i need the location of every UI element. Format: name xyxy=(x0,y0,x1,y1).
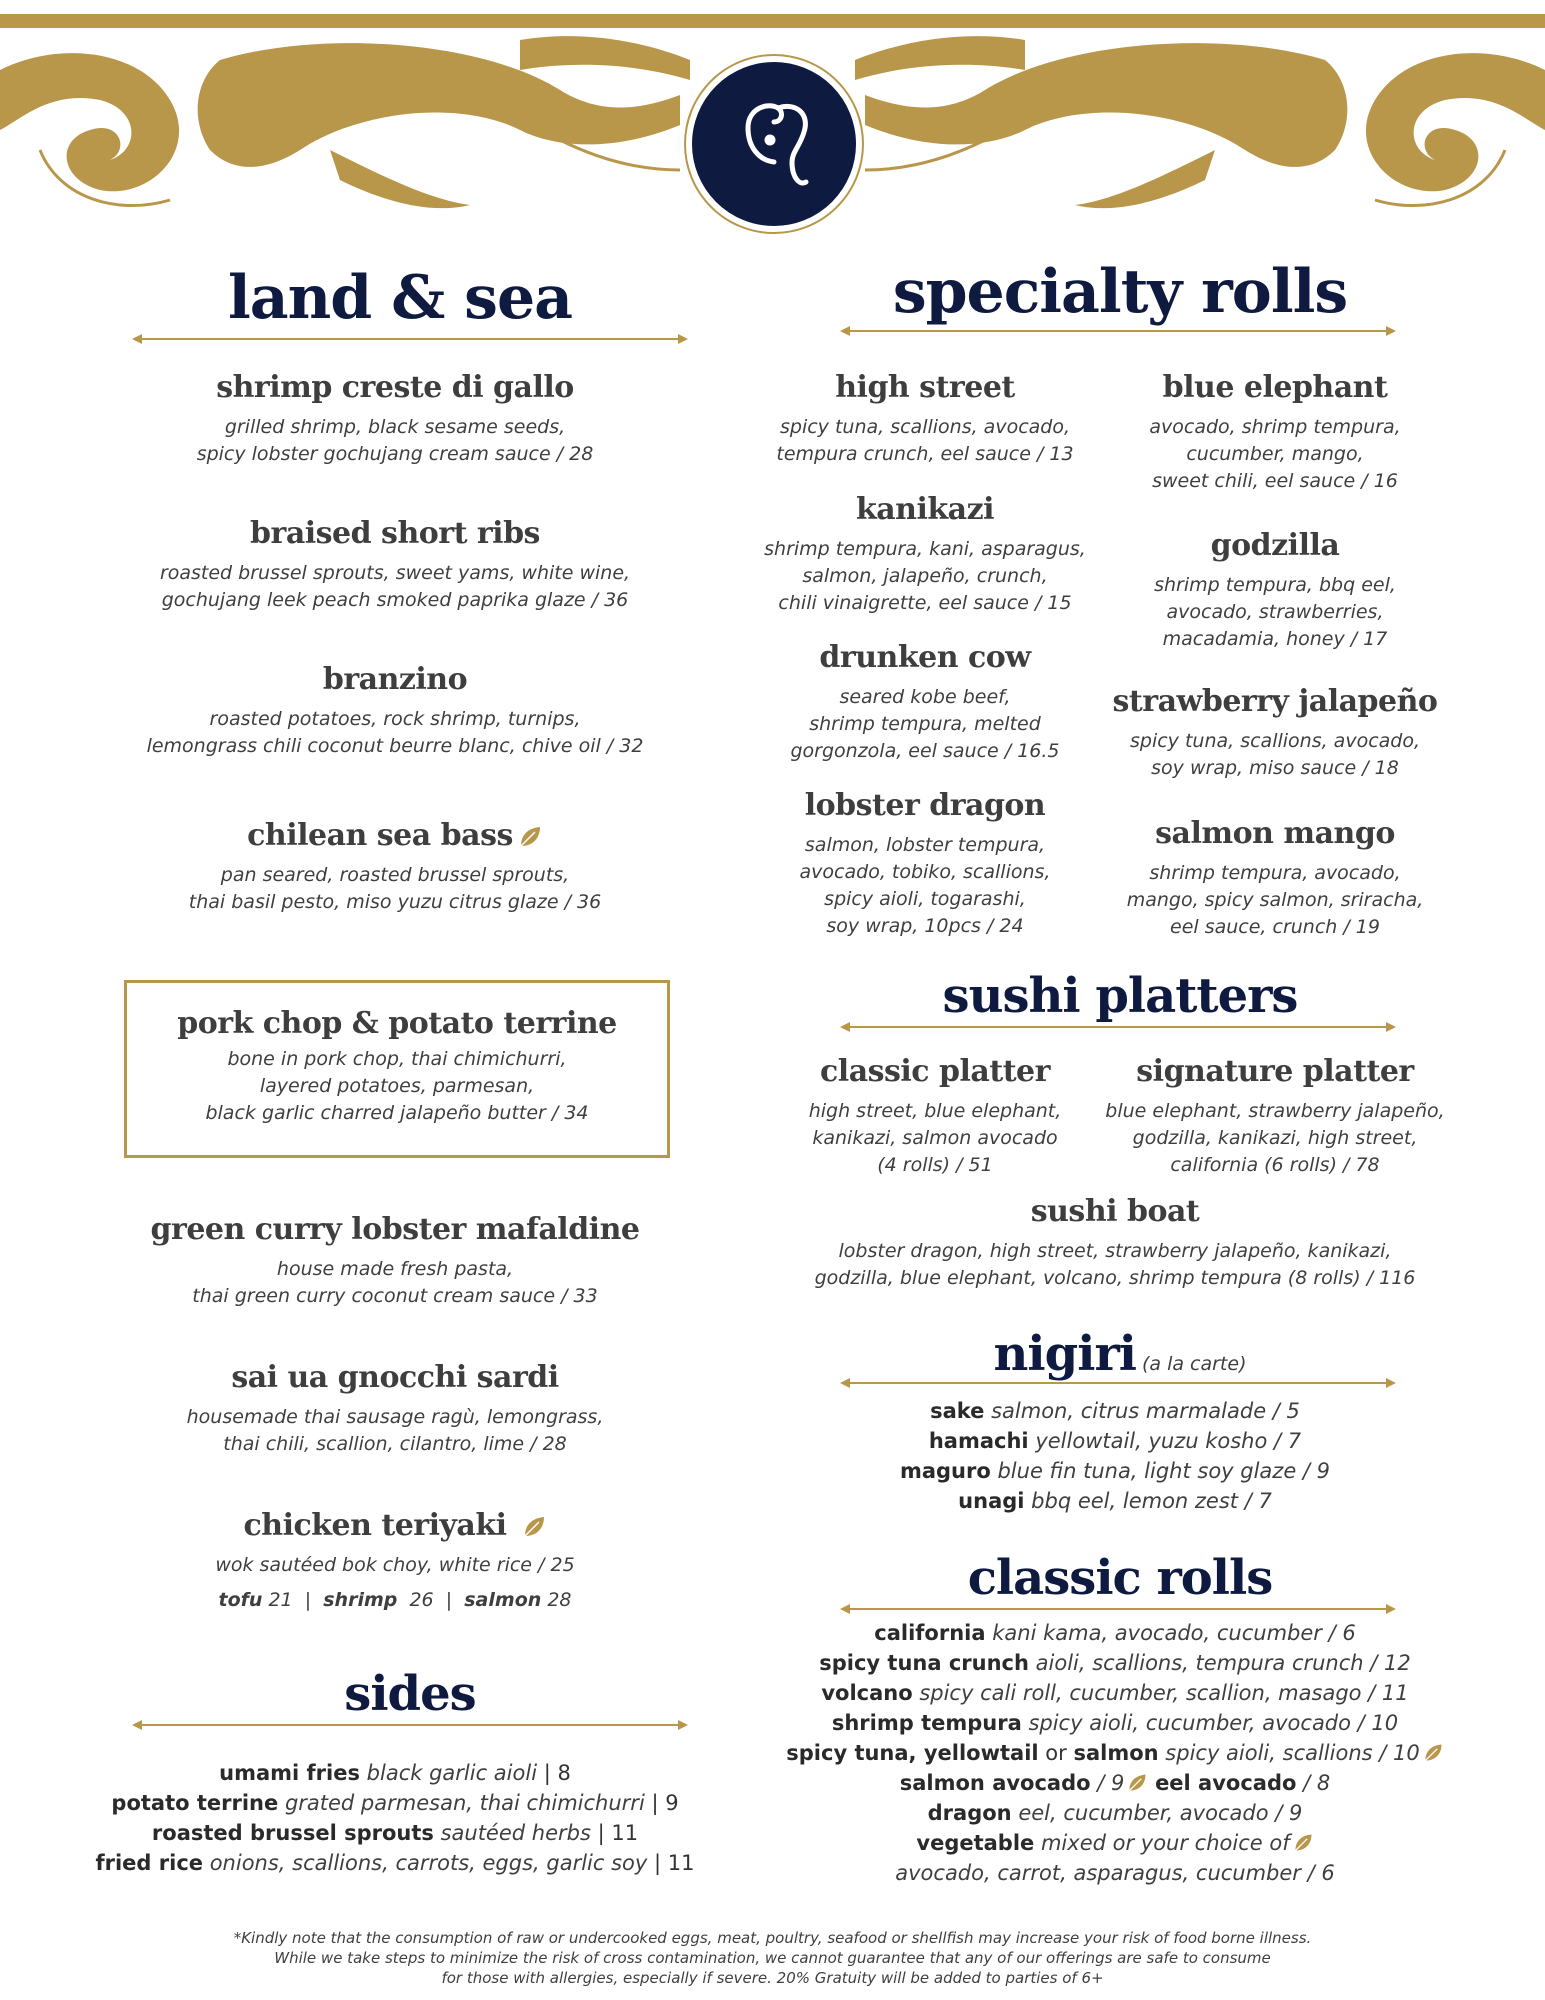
roll-name: spicy tuna crunch xyxy=(819,1651,1029,1675)
roll-blue-elephant xyxy=(1105,370,1445,495)
leaf-icon xyxy=(1422,1742,1444,1764)
option-separator: | xyxy=(304,1589,312,1611)
side-name: umami fries xyxy=(219,1761,360,1785)
roll-desc-2: shrimp tempura, melted xyxy=(809,713,1041,735)
roll-name: strawberry jalapeño xyxy=(1112,684,1438,719)
roll-name: godzilla xyxy=(1210,528,1340,563)
roll-desc: aioli, scallions, tempura crunch / 12 xyxy=(1035,1651,1411,1675)
elephant-head-icon xyxy=(692,62,856,226)
platter-desc-2: kanikazi, salmon avocado xyxy=(812,1127,1058,1149)
roll-desc-1: shrimp tempura, avocado, xyxy=(1149,862,1401,884)
roll-desc: spicy aioli, scallions / 10 xyxy=(1165,1741,1420,1765)
side-price: | 8 xyxy=(543,1761,571,1785)
roll-or: or xyxy=(1045,1741,1067,1765)
roll-desc-2: avocado, tobiko, scallions, xyxy=(799,861,1051,883)
roll-desc-2: soy wrap, miso sauce / 18 xyxy=(1151,757,1399,779)
platter-name: classic platter xyxy=(820,1054,1050,1089)
dish-desc-2: thai green curry coconut cream sauce / 33 xyxy=(192,1285,598,1307)
roll-desc: kani kama, avocado, cucumber / 6 xyxy=(992,1621,1356,1645)
platter-classic xyxy=(770,1054,1100,1179)
leaf-icon xyxy=(521,1514,547,1540)
roll-desc-1: spicy tuna, scallions, avocado, xyxy=(779,416,1071,438)
platter-desc-2: godzilla, blue elephant, volcano, shrimp tempura (8 rolls) / 116 xyxy=(814,1267,1416,1289)
option-salmon: salmon xyxy=(464,1589,542,1611)
dish-name: shrimp creste di gallo xyxy=(216,370,574,405)
nigiri-name: hamachi xyxy=(928,1429,1029,1453)
dish-desc-1: bone in pork chop, thai chimichurri, xyxy=(227,1048,567,1070)
dish-name: green curry lobster mafaldine xyxy=(150,1212,640,1247)
roll-name: spicy tuna, yellowtail xyxy=(786,1741,1039,1765)
classic-rolls-title: classic rolls xyxy=(967,1550,1273,1606)
roll-lobster-dragon xyxy=(755,788,1095,940)
nigiri-desc: blue fin tuna, light soy glaze / 9 xyxy=(997,1459,1331,1483)
roll-name: blue elephant xyxy=(1162,370,1388,405)
roll-name: salmon mango xyxy=(1155,816,1395,851)
option-tofu-price: 21 xyxy=(268,1589,293,1611)
roll-desc: spicy cali roll, cucumber, scallion, masago / 11 xyxy=(919,1681,1409,1705)
dish-desc-2: layered potatoes, parmesan, xyxy=(259,1075,535,1097)
roll-name: dragon xyxy=(927,1801,1012,1825)
nigiri-name: sake xyxy=(930,1399,985,1423)
side-desc: sautéed herbs xyxy=(440,1821,591,1845)
roll-name: shrimp tempura xyxy=(831,1711,1022,1735)
roll-price: / 8 xyxy=(1303,1771,1331,1795)
roll-desc-1: avocado, shrimp tempura, xyxy=(1149,416,1401,438)
roll-desc: eel, cucumber, avocado / 9 xyxy=(1018,1801,1303,1825)
roll-desc-3: chili vinaigrette, eel sauce / 15 xyxy=(778,592,1072,614)
dish-braised-short-ribs xyxy=(100,516,690,614)
nigiri-desc: bbq eel, lemon zest / 7 xyxy=(1031,1489,1272,1513)
dish-desc-1: roasted brussel sprouts, sweet yams, white wine, xyxy=(159,562,631,584)
dish-desc-1: housemade thai sausage ragù, lemongrass, xyxy=(186,1406,604,1428)
nigiri-desc: salmon, citrus marmalade / 5 xyxy=(991,1399,1300,1423)
dish-desc-2: spicy lobster gochujang cream sauce / 28 xyxy=(196,443,594,465)
option-shrimp-price: 26 xyxy=(409,1589,434,1611)
disclaimer-line-1: *Kindly note that the consumption of raw or undercooked eggs, meat, poultry, seafood or shellfish may increase your risk of food borne illness. xyxy=(233,1929,1312,1947)
roll-name: drunken cow xyxy=(819,640,1031,675)
dish-chicken-teriyaki xyxy=(100,1508,690,1614)
dish-desc-2: gochujang leek peach smoked paprika glaze / 36 xyxy=(161,589,629,611)
land-sea-divider xyxy=(130,332,690,346)
roll-strawberry-jalapeno xyxy=(1105,684,1445,782)
roll-desc: spicy aioli, cucumber, avocado / 10 xyxy=(1028,1711,1399,1735)
roll-name: lobster dragon xyxy=(804,788,1046,823)
side-price: | 9 xyxy=(651,1791,679,1815)
dish-name: branzino xyxy=(322,662,468,697)
roll-name: salmon avocado xyxy=(899,1771,1091,1795)
land-sea-title: land & sea xyxy=(227,263,573,333)
dish-desc-2: thai basil pesto, miso yuzu citrus glaze / 36 xyxy=(188,891,602,913)
classic-rolls-list xyxy=(760,1618,1470,1888)
nigiri-name: unagi xyxy=(958,1489,1025,1513)
dish-desc-1: pan seared, roasted brussel sprouts, xyxy=(220,864,570,886)
leaf-icon xyxy=(517,824,543,850)
roll-desc-2: avocado, strawberries, xyxy=(1166,601,1384,623)
side-desc: onions, scallions, carrots, eggs, garlic soy xyxy=(209,1851,648,1875)
nigiri-desc: yellowtail, yuzu kosho / 7 xyxy=(1035,1429,1302,1453)
option-salmon-price: 28 xyxy=(547,1589,572,1611)
roll-desc-2: avocado, carrot, asparagus, cucumber / 6 xyxy=(895,1861,1335,1885)
dish-pork-chop xyxy=(124,1006,670,1127)
roll-desc-4: soy wrap, 10pcs / 24 xyxy=(826,915,1024,937)
roll-salmon-mango xyxy=(1105,816,1445,941)
option-separator: | xyxy=(445,1589,453,1611)
specialty-divider xyxy=(838,324,1398,338)
option-tofu: tofu xyxy=(218,1589,263,1611)
roll-name: volcano xyxy=(821,1681,913,1705)
dish-desc-1: grilled shrimp, black sesame seeds, xyxy=(224,416,566,438)
dish-chilean-sea-bass xyxy=(100,818,690,916)
roll-desc-2: cucumber, mango, xyxy=(1186,443,1364,465)
platter-signature xyxy=(1090,1054,1460,1179)
roll-desc-1: seared kobe beef, xyxy=(839,686,1011,708)
allergy-disclaimer xyxy=(0,1928,1545,1988)
roll-high-street xyxy=(755,370,1095,468)
disclaimer-line-3: for those with allergies, especially if severe. 20% Gratuity will be added to parties of 6+ xyxy=(441,1969,1104,1987)
sides-list xyxy=(90,1758,700,1878)
nigiri-subtitle: (a la carte) xyxy=(1141,1353,1247,1375)
platter-desc-2: godzilla, kanikazi, high street, xyxy=(1132,1127,1418,1149)
platter-name: sushi boat xyxy=(1030,1194,1200,1229)
protein-options xyxy=(100,1587,690,1614)
side-desc: grated parmesan, thai chimichurri xyxy=(284,1791,645,1815)
nigiri-divider xyxy=(838,1376,1398,1390)
side-name: potato terrine xyxy=(111,1791,279,1815)
roll-name: high street xyxy=(835,370,1015,405)
dish-green-curry-lobster xyxy=(100,1212,690,1310)
dish-name: sai ua gnocchi sardi xyxy=(231,1360,559,1395)
leaf-icon xyxy=(1126,1772,1148,1794)
side-price: | 11 xyxy=(597,1821,639,1845)
roll-name: california xyxy=(874,1621,986,1645)
roll-drunken-cow xyxy=(755,640,1095,765)
dish-name: chicken teriyaki xyxy=(243,1508,507,1543)
dish-name: braised short ribs xyxy=(250,516,540,551)
roll-desc-3: spicy aioli, togarashi, xyxy=(824,888,1026,910)
platter-desc-3: (4 rolls) / 51 xyxy=(877,1154,993,1176)
side-name: roasted brussel sprouts xyxy=(151,1821,434,1845)
dish-desc-1: wok sautéed bok choy, white rice / 25 xyxy=(215,1554,575,1576)
dish-desc-2: thai chili, scallion, cilantro, lime / 28 xyxy=(223,1433,567,1455)
sushi-platters-title: sushi platters xyxy=(942,968,1298,1024)
dish-desc-3: black garlic charred jalapeño butter / 34 xyxy=(205,1102,589,1124)
sides-divider xyxy=(130,1718,690,1732)
roll-price: / 9 xyxy=(1097,1771,1125,1795)
option-shrimp: shrimp xyxy=(323,1589,398,1611)
dish-desc-1: house made fresh pasta, xyxy=(276,1258,514,1280)
dish-name: pork chop & potato terrine xyxy=(177,1006,617,1041)
platter-desc-1: lobster dragon, high street, strawberry jalapeño, kanikazi, xyxy=(838,1240,1392,1262)
roll-godzilla xyxy=(1105,528,1445,653)
platter-desc-3: california (6 rolls) / 78 xyxy=(1170,1154,1380,1176)
nigiri-heading: nigiri xyxy=(993,1326,1136,1382)
dish-name: chilean sea bass xyxy=(247,818,513,853)
platters-divider xyxy=(838,1020,1398,1034)
platter-name: signature platter xyxy=(1136,1054,1414,1089)
roll-desc-1: spicy tuna, scallions, avocado, xyxy=(1129,730,1421,752)
roll-desc-2: mango, spicy salmon, sriracha, xyxy=(1126,889,1424,911)
roll-desc-1: salmon, lobster tempura, xyxy=(804,834,1046,856)
roll-name: kanikazi xyxy=(855,492,995,527)
roll-name: vegetable xyxy=(916,1831,1035,1855)
leaf-icon xyxy=(1292,1832,1314,1854)
roll-desc-3: eel sauce, crunch / 19 xyxy=(1170,916,1380,938)
side-name: fried rice xyxy=(95,1851,204,1875)
specialty-rolls-title: specialty rolls xyxy=(892,257,1348,327)
sides-title: sides xyxy=(344,1666,476,1722)
roll-kanikazi xyxy=(755,492,1095,617)
dish-desc-1: roasted potatoes, rock shrimp, turnips, xyxy=(209,708,581,730)
dish-desc-2: lemongrass chili coconut beurre blanc, chive oil / 32 xyxy=(146,735,644,757)
classic-rolls-divider xyxy=(838,1602,1398,1616)
roll-desc-3: sweet chili, eel sauce / 16 xyxy=(1152,470,1398,492)
roll-name: salmon xyxy=(1073,1741,1159,1765)
roll-desc: mixed or your choice of xyxy=(1040,1831,1290,1855)
platter-desc-1: high street, blue elephant, xyxy=(808,1100,1062,1122)
disclaimer-line-2: While we take steps to minimize the risk of cross contamination, we cannot guarantee that any of our offerings are safe to consume xyxy=(274,1949,1271,1967)
roll-name: eel avocado xyxy=(1155,1771,1297,1795)
elephant-logo xyxy=(686,56,862,232)
roll-desc-1: shrimp tempura, bbq eel, xyxy=(1154,574,1396,596)
side-price: | 11 xyxy=(654,1851,695,1875)
side-desc: black garlic aioli xyxy=(366,1761,538,1785)
platter-desc-1: blue elephant, strawberry jalapeño, xyxy=(1105,1100,1445,1122)
nigiri-list xyxy=(780,1396,1450,1516)
roll-desc-2: tempura crunch, eel sauce / 13 xyxy=(776,443,1074,465)
roll-desc-1: shrimp tempura, kani, asparagus, xyxy=(764,538,1086,560)
dish-sai-ua-gnocchi xyxy=(100,1360,690,1458)
dish-branzino xyxy=(100,662,690,760)
roll-desc-3: gorgonzola, eel sauce / 16.5 xyxy=(790,740,1060,762)
dish-shrimp-creste xyxy=(100,370,690,468)
platter-sushi-boat xyxy=(780,1194,1450,1292)
roll-desc-2: salmon, jalapeño, crunch, xyxy=(802,565,1048,587)
roll-desc-3: macadamia, honey / 17 xyxy=(1162,628,1388,650)
nigiri-name: maguro xyxy=(899,1459,991,1483)
